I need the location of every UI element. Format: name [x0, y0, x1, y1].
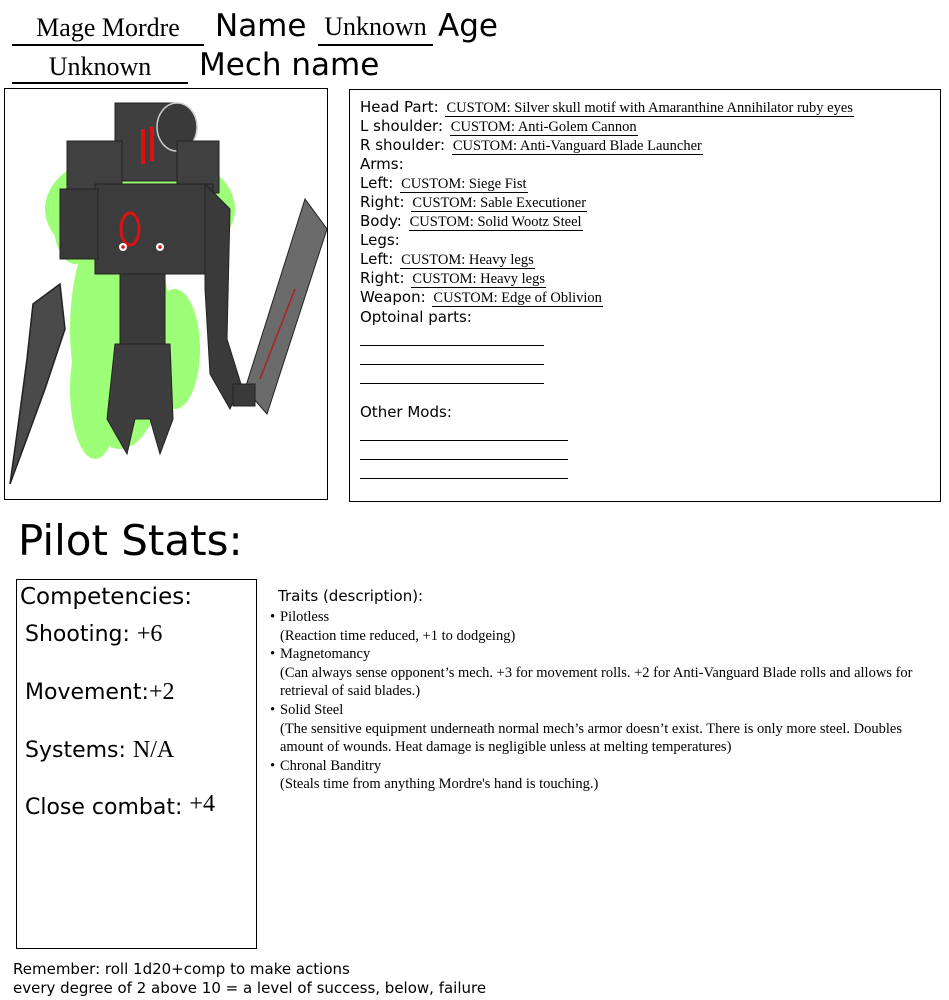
pilot-stats-title: Pilot Stats:: [18, 516, 243, 565]
movement-label: Movement:: [25, 680, 149, 705]
weapon-row: [360, 288, 603, 307]
body-field[interactable]: CUSTOM: Solid Wootz Steel: [409, 214, 582, 230]
trait-name: • Pilotless: [270, 608, 930, 627]
left-arm: [60, 189, 98, 259]
trait-description: (Steals time from anything Mordre's hand is touching.): [280, 776, 599, 793]
l-shoulder-field[interactable]: CUSTOM: Anti-Golem Cannon: [450, 119, 637, 135]
pilot-name-label: Name: [215, 8, 307, 44]
optional-part-line[interactable]: [360, 364, 544, 365]
leg-right-label: Right:: [360, 269, 405, 287]
weapon-label: Weapon:: [360, 288, 426, 306]
arms-label: Arms:: [360, 155, 404, 173]
body-row: [360, 212, 583, 231]
systems-value[interactable]: N/A: [132, 737, 175, 763]
close-combat-row: [25, 791, 215, 821]
trait-description: (Can always sense opponent’s mech. +3 for movement rolls. +2 for Anti-Vanguard Blade rolls and allows for retrieval of said blades.): [280, 664, 913, 700]
weapon-field[interactable]: CUSTOM: Edge of Oblivion: [433, 290, 602, 306]
movement-row: [25, 679, 175, 706]
mech-parts-box: [349, 89, 941, 502]
competencies-title: Competencies:: [20, 584, 192, 610]
leg-left-field[interactable]: CUSTOM: Heavy legs: [401, 252, 534, 268]
right-arm: [205, 184, 241, 409]
optional-part-line[interactable]: [360, 345, 544, 346]
leg-right-row: [360, 269, 546, 288]
r-shoulder-field[interactable]: CUSTOM: Anti-Vanguard Blade Launcher: [452, 138, 702, 154]
head-part-field[interactable]: CUSTOM: Silver skull motif with Amaranthine Annihilator ruby eyes: [446, 100, 853, 116]
trait-name: • Chronal Banditry: [270, 757, 930, 776]
mech-torso: [95, 184, 213, 274]
shooting-value[interactable]: +6: [136, 621, 163, 647]
other-mod-line[interactable]: [360, 478, 568, 479]
leg-right-field[interactable]: CUSTOM: Heavy legs: [412, 271, 545, 287]
trait-description: (The sensitive equipment underneath normal mech’s armor doesn’t exist. There is only more steel. Doubles amount of wounds. Heat damage is negligible unless at melting temperatures): [280, 720, 902, 756]
movement-value[interactable]: +2: [148, 679, 175, 705]
traits-list: [270, 608, 930, 794]
trait-name: • Magnetomancy: [270, 645, 930, 664]
mech-waist: [120, 274, 165, 344]
trait-item: [270, 757, 930, 794]
optional-parts-label: Optoinal parts:: [360, 308, 472, 326]
r-shoulder-row: [360, 136, 703, 155]
arm-right-field[interactable]: CUSTOM: Sable Executioner: [412, 195, 587, 211]
trait-item: [270, 701, 930, 757]
arm-right-row: [360, 193, 587, 212]
mech-illustration-frame: [4, 88, 328, 500]
other-mods-label: Other Mods:: [360, 403, 452, 421]
mech-name-field[interactable]: Unknown: [12, 50, 188, 84]
trait-description: (Reaction time reduced, +1 to dodgeing): [280, 627, 516, 644]
legs-label: Legs:: [360, 231, 400, 249]
rules-reminder-line-2: every degree of 2 above 10 = a level of success, below, failure: [13, 979, 487, 997]
l-shoulder-label: L shoulder:: [360, 117, 444, 135]
arm-left-field[interactable]: CUSTOM: Siege Fist: [401, 176, 527, 192]
age-field[interactable]: Unknown: [318, 10, 433, 46]
leg-left-label: Left:: [360, 250, 394, 268]
mech-drawing: [5, 89, 327, 499]
rules-reminder-line-1: Remember: roll 1d20+comp to make actions: [13, 960, 350, 978]
l-shoulder-row: [360, 117, 638, 136]
trait-name: • Solid Steel: [270, 701, 930, 720]
systems-row: [25, 737, 174, 764]
arm-right-label: Right:: [360, 193, 405, 211]
r-shoulder-label: R shoulder:: [360, 136, 446, 154]
other-mod-line[interactable]: [360, 459, 568, 460]
mech-name-label: Mech name: [199, 47, 380, 83]
competencies-box: [16, 579, 257, 949]
other-mod-line[interactable]: [360, 440, 568, 441]
head-part-row: [360, 98, 854, 117]
close-combat-label: Close combat:: [25, 795, 183, 820]
age-label: Age: [438, 8, 498, 44]
arm-left-label: Left:: [360, 174, 394, 192]
arm-left-row: [360, 174, 528, 193]
optional-part-line[interactable]: [360, 383, 544, 384]
shooting-label: Shooting:: [25, 622, 130, 647]
pilot-name-field[interactable]: Mage Mordre: [12, 10, 204, 46]
shooting-row: [25, 621, 162, 648]
sword-blade: [245, 199, 327, 414]
close-combat-value[interactable]: +4: [189, 791, 215, 817]
cape: [10, 284, 65, 484]
systems-label: Systems:: [25, 738, 126, 763]
body-label: Body:: [360, 212, 402, 230]
trait-item: [270, 645, 930, 701]
head-part-label: Head Part:: [360, 98, 439, 116]
leg-left-row: [360, 250, 535, 269]
trait-item: [270, 608, 930, 645]
traits-title: Traits (description):: [278, 587, 424, 605]
